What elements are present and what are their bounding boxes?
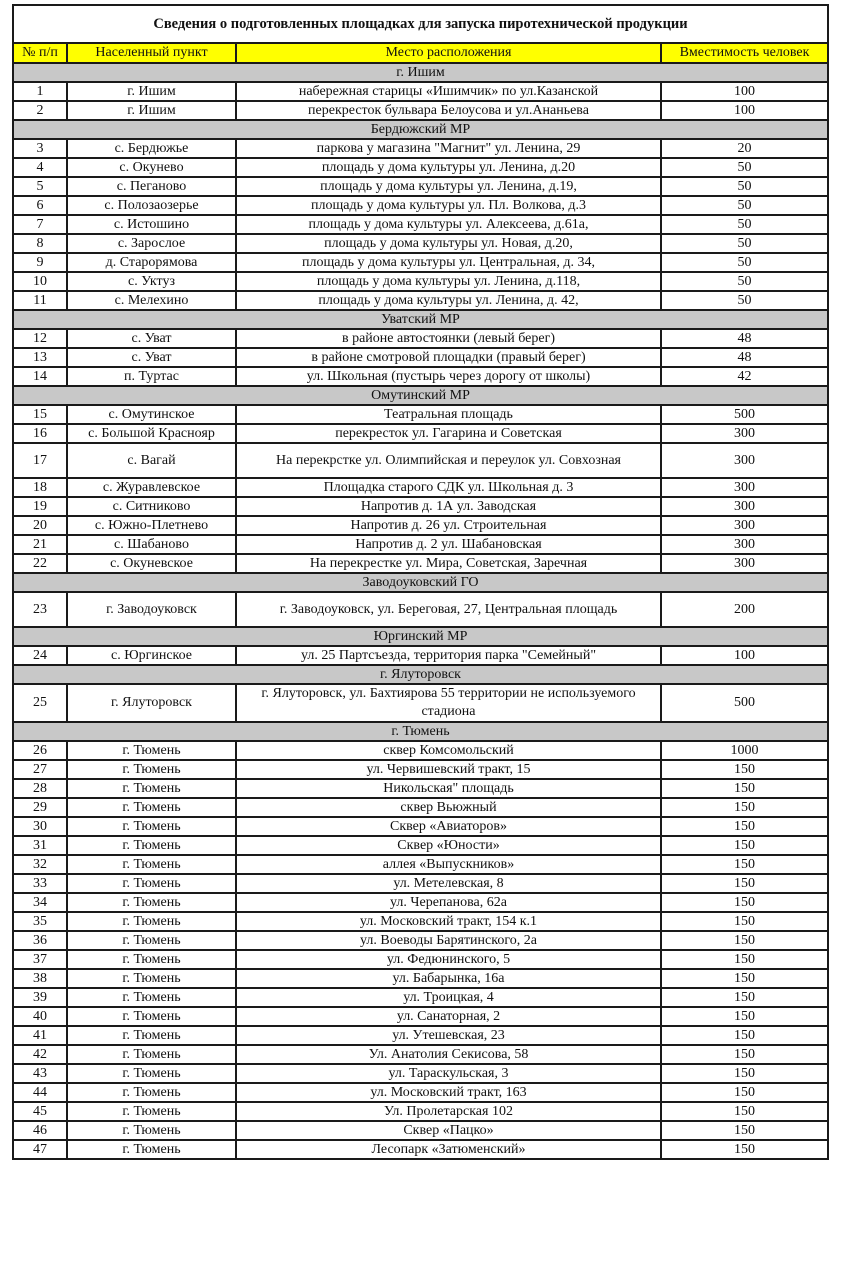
group-title: Юргинский МР: [13, 627, 828, 646]
row-number: 41: [13, 1026, 67, 1045]
location-cell: ул. Федюнинского, 5: [236, 950, 661, 969]
table-row: [13, 554, 828, 573]
capacity-cell: 150: [661, 760, 828, 779]
table-row: [13, 874, 828, 893]
settlement-cell: с. Зарослое: [67, 234, 236, 253]
capacity-cell: 50: [661, 272, 828, 291]
settlement-cell: г. Тюмень: [67, 1045, 236, 1064]
settlement-cell: с. Омутинское: [67, 405, 236, 424]
table-row: [13, 912, 828, 931]
location-cell: площадь у дома культуры ул. Пл. Волкова, д.3: [236, 196, 661, 215]
capacity-cell: 150: [661, 836, 828, 855]
row-number: 5: [13, 177, 67, 196]
settlement-cell: с. Большой Краснояр: [67, 424, 236, 443]
row-number: 16: [13, 424, 67, 443]
column-header-location: Место расположения: [236, 43, 661, 63]
table-row: [13, 684, 828, 722]
table-row: [13, 1045, 828, 1064]
row-number: 12: [13, 329, 67, 348]
table-row: [13, 291, 828, 310]
table-row: [13, 969, 828, 988]
settlement-cell: с. Уват: [67, 348, 236, 367]
settlement-cell: с. Пеганово: [67, 177, 236, 196]
capacity-cell: 48: [661, 329, 828, 348]
capacity-cell: 200: [661, 592, 828, 627]
location-cell: площадь у дома культуры ул. Ленина, д.118,: [236, 272, 661, 291]
capacity-cell: 50: [661, 196, 828, 215]
settlement-cell: г. Тюмень: [67, 912, 236, 931]
document: [12, 4, 827, 1160]
row-number: 38: [13, 969, 67, 988]
row-number: 29: [13, 798, 67, 817]
row-number: 19: [13, 497, 67, 516]
capacity-cell: 50: [661, 291, 828, 310]
row-number: 15: [13, 405, 67, 424]
location-cell: Ул. Анатолия Секисова, 58: [236, 1045, 661, 1064]
location-cell: площадь у дома культуры ул. Алексеева, д.61а,: [236, 215, 661, 234]
table-row: [13, 158, 828, 177]
row-number: 39: [13, 988, 67, 1007]
capacity-cell: 48: [661, 348, 828, 367]
capacity-cell: 300: [661, 497, 828, 516]
column-header-settlement: Населенный пункт: [67, 43, 236, 63]
table-row: [13, 215, 828, 234]
location-cell: На перекрестке ул. Мира, Советская, Заречная: [236, 554, 661, 573]
settlement-cell: с. Южно-Плетнево: [67, 516, 236, 535]
settlement-cell: с. Уктуз: [67, 272, 236, 291]
capacity-cell: 150: [661, 1007, 828, 1026]
row-number: 6: [13, 196, 67, 215]
row-number: 32: [13, 855, 67, 874]
table-row: [13, 272, 828, 291]
group-row: [13, 627, 828, 646]
table-row: [13, 1121, 828, 1140]
table-row: [13, 1007, 828, 1026]
row-number: 27: [13, 760, 67, 779]
group-title: г. Ялуторовск: [13, 665, 828, 684]
capacity-cell: 300: [661, 535, 828, 554]
location-cell: ул. Черепанова, 62а: [236, 893, 661, 912]
group-title: г. Ишим: [13, 63, 828, 82]
table-row: [13, 253, 828, 272]
location-cell: площадь у дома культуры ул. Ленина, д.19,: [236, 177, 661, 196]
row-number: 34: [13, 893, 67, 912]
location-cell: ул. Червишевский тракт, 15: [236, 760, 661, 779]
location-cell: ул. Московский тракт, 154 к.1: [236, 912, 661, 931]
table-body: [13, 63, 828, 1159]
settlement-cell: с. Уват: [67, 329, 236, 348]
group-row: [13, 63, 828, 82]
row-number: 9: [13, 253, 67, 272]
table-row: [13, 234, 828, 253]
location-cell: ул. Тараскульская, 3: [236, 1064, 661, 1083]
capacity-cell: 50: [661, 158, 828, 177]
table-row: [13, 497, 828, 516]
capacity-cell: 150: [661, 1045, 828, 1064]
capacity-cell: 150: [661, 1102, 828, 1121]
location-cell: ул. Санаторная, 2: [236, 1007, 661, 1026]
location-cell: ул. Утешевская, 23: [236, 1026, 661, 1045]
table-row: [13, 405, 828, 424]
table-row: [13, 516, 828, 535]
row-number: 24: [13, 646, 67, 665]
row-number: 47: [13, 1140, 67, 1159]
capacity-cell: 500: [661, 684, 828, 722]
settlement-cell: г. Тюмень: [67, 1007, 236, 1026]
row-number: 23: [13, 592, 67, 627]
settlement-cell: г. Тюмень: [67, 817, 236, 836]
settlement-cell: с. Окунево: [67, 158, 236, 177]
capacity-cell: 50: [661, 253, 828, 272]
capacity-cell: 50: [661, 215, 828, 234]
capacity-cell: 150: [661, 931, 828, 950]
table-row: [13, 443, 828, 478]
settlement-cell: г. Тюмень: [67, 1121, 236, 1140]
table-row: [13, 424, 828, 443]
location-cell: сквер Вьюжный: [236, 798, 661, 817]
table-row: [13, 478, 828, 497]
row-number: 21: [13, 535, 67, 554]
location-cell: Ул. Пролетарская 102: [236, 1102, 661, 1121]
location-cell: ул. Воеводы Барятинского, 2а: [236, 931, 661, 950]
row-number: 28: [13, 779, 67, 798]
settlement-cell: с. Журавлевское: [67, 478, 236, 497]
row-number: 20: [13, 516, 67, 535]
location-cell: Никольская" площадь: [236, 779, 661, 798]
settlement-cell: г. Тюмень: [67, 779, 236, 798]
settlement-cell: г. Тюмень: [67, 1083, 236, 1102]
column-header-capacity: Вместимость человек: [661, 43, 828, 63]
group-title: Омутинский МР: [13, 386, 828, 405]
capacity-cell: 300: [661, 554, 828, 573]
table-row: [13, 741, 828, 760]
settlement-cell: с. Бердюжье: [67, 139, 236, 158]
group-row: [13, 386, 828, 405]
table-row: [13, 177, 828, 196]
group-title: Заводоуковский ГО: [13, 573, 828, 592]
capacity-cell: 300: [661, 443, 828, 478]
row-number: 8: [13, 234, 67, 253]
table-row: [13, 779, 828, 798]
capacity-cell: 20: [661, 139, 828, 158]
group-row: [13, 573, 828, 592]
settlement-cell: п. Туртас: [67, 367, 236, 386]
capacity-cell: 50: [661, 177, 828, 196]
row-number: 36: [13, 931, 67, 950]
pyrotechnics-sites-table: [12, 4, 829, 1160]
table-row: [13, 760, 828, 779]
row-number: 13: [13, 348, 67, 367]
row-number: 42: [13, 1045, 67, 1064]
settlement-cell: д. Старорямова: [67, 253, 236, 272]
settlement-cell: г. Тюмень: [67, 874, 236, 893]
location-cell: Сквер «Юности»: [236, 836, 661, 855]
settlement-cell: г. Тюмень: [67, 741, 236, 760]
table-row: [13, 646, 828, 665]
table-row: [13, 367, 828, 386]
row-number: 25: [13, 684, 67, 722]
row-number: 44: [13, 1083, 67, 1102]
location-cell: перекресток ул. Гагарина и Советская: [236, 424, 661, 443]
table-row: [13, 950, 828, 969]
row-number: 45: [13, 1102, 67, 1121]
settlement-cell: с. Полозаозерье: [67, 196, 236, 215]
table-row: [13, 101, 828, 120]
row-number: 30: [13, 817, 67, 836]
capacity-cell: 150: [661, 1140, 828, 1159]
row-number: 31: [13, 836, 67, 855]
settlement-cell: с. Окуневское: [67, 554, 236, 573]
capacity-cell: 150: [661, 874, 828, 893]
settlement-cell: г. Ишим: [67, 82, 236, 101]
capacity-cell: 150: [661, 1083, 828, 1102]
table-row: [13, 196, 828, 215]
group-title: Бердюжский МР: [13, 120, 828, 139]
capacity-cell: 100: [661, 646, 828, 665]
settlement-cell: г. Заводоуковск: [67, 592, 236, 627]
capacity-cell: 300: [661, 478, 828, 497]
table-row: [13, 931, 828, 950]
row-number: 1: [13, 82, 67, 101]
settlement-cell: г. Тюмень: [67, 1026, 236, 1045]
row-number: 2: [13, 101, 67, 120]
location-cell: Напротив д. 1А ул. Заводская: [236, 497, 661, 516]
row-number: 35: [13, 912, 67, 931]
settlement-cell: г. Тюмень: [67, 950, 236, 969]
location-cell: г. Заводоуковск, ул. Береговая, 27, Центральная площадь: [236, 592, 661, 627]
settlement-cell: г. Тюмень: [67, 1064, 236, 1083]
capacity-cell: 42: [661, 367, 828, 386]
location-cell: площадь у дома культуры ул. Ленина, д. 42,: [236, 291, 661, 310]
location-cell: Напротив д. 26 ул. Строительная: [236, 516, 661, 535]
settlement-cell: г. Тюмень: [67, 855, 236, 874]
location-cell: сквер Комсомольский: [236, 741, 661, 760]
column-header-number: № п/п: [13, 43, 67, 63]
location-cell: площадь у дома культуры ул. Новая, д.20,: [236, 234, 661, 253]
table-row: [13, 836, 828, 855]
settlement-cell: г. Тюмень: [67, 798, 236, 817]
table-row: [13, 82, 828, 101]
group-row: [13, 310, 828, 329]
location-cell: ул. Школьная (пустырь через дорогу от школы): [236, 367, 661, 386]
table-row: [13, 592, 828, 627]
settlement-cell: с. Мелехино: [67, 291, 236, 310]
location-cell: Сквер «Пацко»: [236, 1121, 661, 1140]
location-cell: ул. Троицкая, 4: [236, 988, 661, 1007]
location-cell: набережная старицы «Ишимчик» по ул.Казанской: [236, 82, 661, 101]
capacity-cell: 150: [661, 817, 828, 836]
location-cell: Площадка старого СДК ул. Школьная д. 3: [236, 478, 661, 497]
group-row: [13, 120, 828, 139]
location-cell: в районе автостоянки (левый берег): [236, 329, 661, 348]
table-row: [13, 535, 828, 554]
location-cell: перекресток бульвара Белоусова и ул.Ананьева: [236, 101, 661, 120]
capacity-cell: 500: [661, 405, 828, 424]
location-cell: паркова у магазина "Магнит" ул. Ленина, 29: [236, 139, 661, 158]
location-cell: площадь у дома культуры ул. Центральная, д. 34,: [236, 253, 661, 272]
settlement-cell: г. Тюмень: [67, 969, 236, 988]
table-row: [13, 817, 828, 836]
row-number: 7: [13, 215, 67, 234]
location-cell: ул. 25 Партсъезда, территория парка "Семейный": [236, 646, 661, 665]
table-row: [13, 348, 828, 367]
row-number: 46: [13, 1121, 67, 1140]
group-title: Уватский МР: [13, 310, 828, 329]
capacity-cell: 150: [661, 988, 828, 1007]
settlement-cell: с. Шабаново: [67, 535, 236, 554]
row-number: 11: [13, 291, 67, 310]
row-number: 18: [13, 478, 67, 497]
row-number: 26: [13, 741, 67, 760]
table-row: [13, 893, 828, 912]
capacity-cell: 150: [661, 779, 828, 798]
settlement-cell: г. Тюмень: [67, 1102, 236, 1121]
row-number: 43: [13, 1064, 67, 1083]
capacity-cell: 150: [661, 912, 828, 931]
location-cell: ул. Московский тракт, 163: [236, 1083, 661, 1102]
settlement-cell: с. Вагай: [67, 443, 236, 478]
location-cell: Лесопарк «Затюменский»: [236, 1140, 661, 1159]
location-cell: Напротив д. 2 ул. Шабановская: [236, 535, 661, 554]
settlement-cell: г. Тюмень: [67, 893, 236, 912]
row-number: 17: [13, 443, 67, 478]
group-title: г. Тюмень: [13, 722, 828, 741]
table-row: [13, 855, 828, 874]
capacity-cell: 150: [661, 1121, 828, 1140]
group-row: [13, 665, 828, 684]
capacity-cell: 150: [661, 893, 828, 912]
settlement-cell: с. Юргинское: [67, 646, 236, 665]
capacity-cell: 300: [661, 516, 828, 535]
table-row: [13, 988, 828, 1007]
settlement-cell: г. Ишим: [67, 101, 236, 120]
location-cell: площадь у дома культуры ул. Ленина, д.20: [236, 158, 661, 177]
table-row: [13, 139, 828, 158]
settlement-cell: с. Ситниково: [67, 497, 236, 516]
row-number: 37: [13, 950, 67, 969]
table-row: [13, 329, 828, 348]
location-cell: г. Ялуторовск, ул. Бахтиярова 55 территории не используемого стадиона: [236, 684, 661, 722]
location-cell: в районе смотровой площадки (правый берег): [236, 348, 661, 367]
capacity-cell: 150: [661, 950, 828, 969]
row-number: 40: [13, 1007, 67, 1026]
settlement-cell: с. Истошино: [67, 215, 236, 234]
capacity-cell: 150: [661, 969, 828, 988]
settlement-cell: г. Ялуторовск: [67, 684, 236, 722]
capacity-cell: 100: [661, 101, 828, 120]
row-number: 14: [13, 367, 67, 386]
row-number: 3: [13, 139, 67, 158]
table-row: [13, 1083, 828, 1102]
capacity-cell: 50: [661, 234, 828, 253]
location-cell: аллея «Выпускников»: [236, 855, 661, 874]
settlement-cell: г. Тюмень: [67, 1140, 236, 1159]
table-row: [13, 1140, 828, 1159]
column-header-row: [13, 43, 828, 63]
row-number: 4: [13, 158, 67, 177]
row-number: 33: [13, 874, 67, 893]
group-row: [13, 722, 828, 741]
settlement-cell: г. Тюмень: [67, 836, 236, 855]
settlement-cell: г. Тюмень: [67, 988, 236, 1007]
capacity-cell: 150: [661, 855, 828, 874]
location-cell: ул. Метелевская, 8: [236, 874, 661, 893]
row-number: 10: [13, 272, 67, 291]
table-title: Сведения о подготовленных площадках для запуска пиротехнической продукции: [13, 5, 828, 43]
capacity-cell: 300: [661, 424, 828, 443]
location-cell: Театральная площадь: [236, 405, 661, 424]
location-cell: ул. Бабарынка, 16а: [236, 969, 661, 988]
table-row: [13, 1026, 828, 1045]
location-cell: На перекрстке ул. Олимпийская и переулок ул. Совхозная: [236, 443, 661, 478]
capacity-cell: 1000: [661, 741, 828, 760]
location-cell: Сквер «Авиаторов»: [236, 817, 661, 836]
settlement-cell: г. Тюмень: [67, 931, 236, 950]
capacity-cell: 150: [661, 1064, 828, 1083]
table-row: [13, 798, 828, 817]
capacity-cell: 100: [661, 82, 828, 101]
capacity-cell: 150: [661, 798, 828, 817]
table-row: [13, 1064, 828, 1083]
table-row: [13, 1102, 828, 1121]
row-number: 22: [13, 554, 67, 573]
settlement-cell: г. Тюмень: [67, 760, 236, 779]
capacity-cell: 150: [661, 1026, 828, 1045]
